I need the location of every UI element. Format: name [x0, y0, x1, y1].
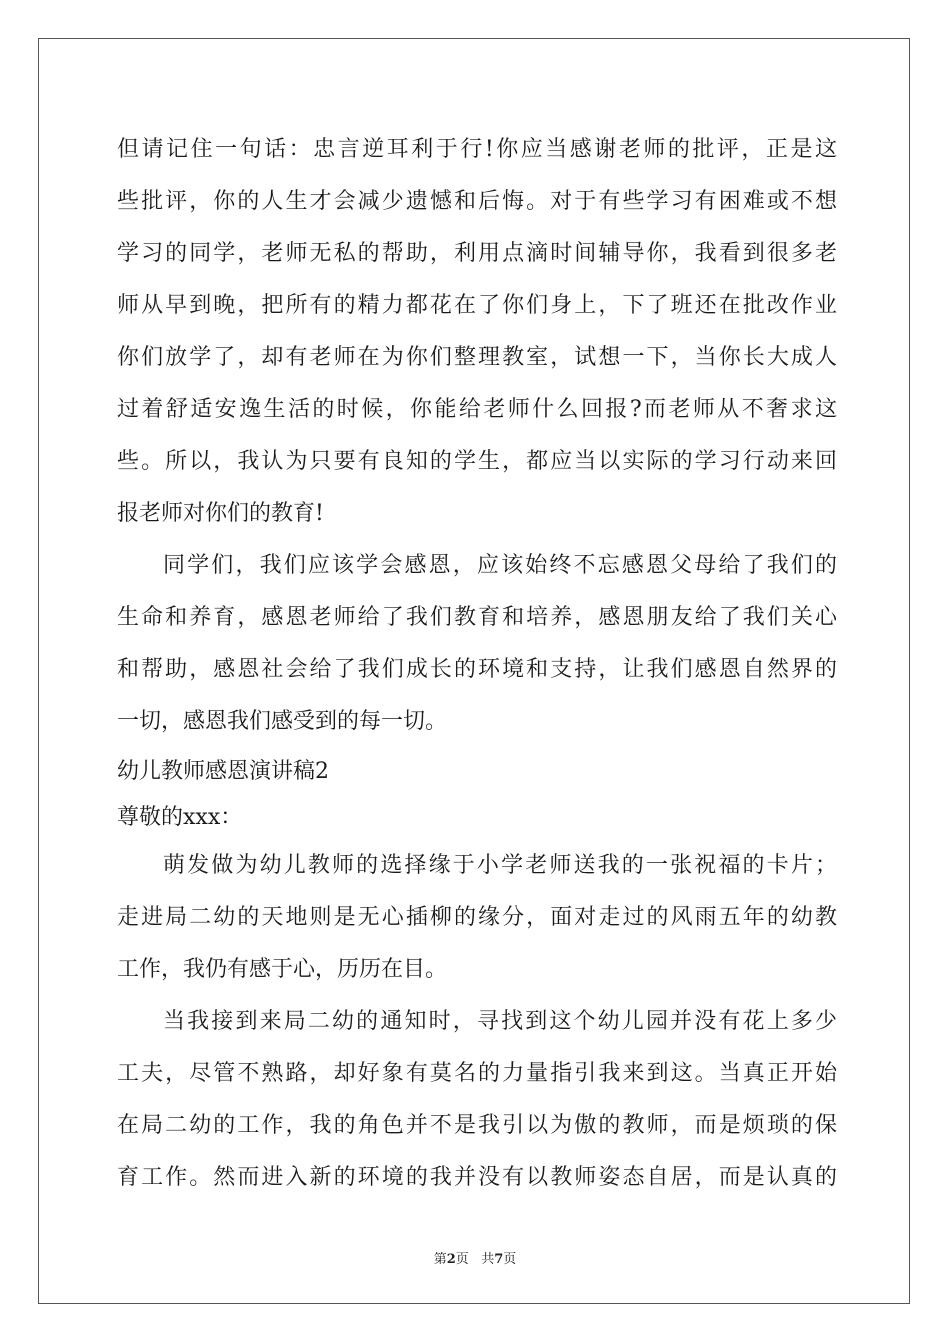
text-line: 同学们，我们应该学会感恩，应该始终不忘感恩父母给了我们的	[163, 553, 837, 578]
footer-suffix: 页	[503, 1252, 517, 1267]
paragraph-3	[117, 840, 837, 996]
document-body	[117, 124, 837, 1204]
text-line: 些批评，你的人生才会减少遗憾和后悔。对于有些学习有困难或不想	[117, 189, 837, 214]
text-line: 和帮助，感恩社会给了我们成长的环境和支持，让我们感恩自然界的	[117, 657, 837, 682]
text-line: 在局二幼的工作，我的角色并不是我引以为傲的教师，而是烦琐的保	[117, 1113, 837, 1138]
footer-middle: 页 共	[455, 1252, 495, 1267]
salutation: 尊敬的xxx：	[117, 805, 243, 830]
text-line: 些。所以，我认为只要有良知的学生，都应当以实际的学习行动来回	[117, 449, 837, 474]
current-page-number: 2	[446, 1252, 456, 1267]
text-line: 工夫，尽管不熟路，却好象有莫名的力量指引我来到这。当真正开始	[117, 1061, 837, 1086]
text-line: 生命和养育，感恩老师给了我们教育和培养，感恩朋友给了我们关心	[117, 605, 837, 630]
text-line: 走进局二幼的天地则是无心插柳的缘分，面对走过的风雨五年的幼教	[117, 905, 837, 930]
paragraph-2	[117, 540, 837, 748]
text-line: 学习的同学，老师无私的帮助，利用点滴时间辅导你，我看到很多老	[117, 241, 837, 266]
text-line: 育工作。然而进入新的环境的我并没有以教师姿态自居，而是认真的	[117, 1165, 837, 1190]
text-line: 萌发做为幼儿教师的选择缘于小学老师送我的一张祝福的卡片；	[163, 853, 837, 878]
paragraph-1	[117, 124, 837, 540]
page-footer	[0, 1248, 950, 1267]
text-line: 一切，感恩我们感受到的每一切。	[117, 709, 448, 734]
text-line: 当我接到来局二幼的通知时，寻找到这个幼儿园并没有花上多少	[163, 1009, 837, 1034]
total-page-count: 7	[494, 1252, 504, 1267]
paragraph-4	[117, 996, 837, 1204]
text-line: 师从早到晚，把所有的精力都花在了你们身上，下了班还在批改作业	[117, 293, 837, 318]
text-line: 但请记住一句话：忠言逆耳利于行!你应当感谢老师的批评，正是这	[117, 137, 837, 162]
footer-prefix: 第	[433, 1252, 447, 1267]
text-line: 工作，我仍有感于心，历历在目。	[117, 957, 448, 982]
text-line: 过着舒适安逸生活的时候，你能给老师什么回报?而老师从不奢求这	[117, 397, 837, 422]
section-heading: 幼儿教师感恩演讲稿2	[117, 759, 329, 784]
text-line: 你们放学了，却有老师在为你们整理教室，试想一下，当你长大成人	[117, 345, 837, 370]
text-line: 报老师对你们的教育!	[117, 501, 324, 526]
